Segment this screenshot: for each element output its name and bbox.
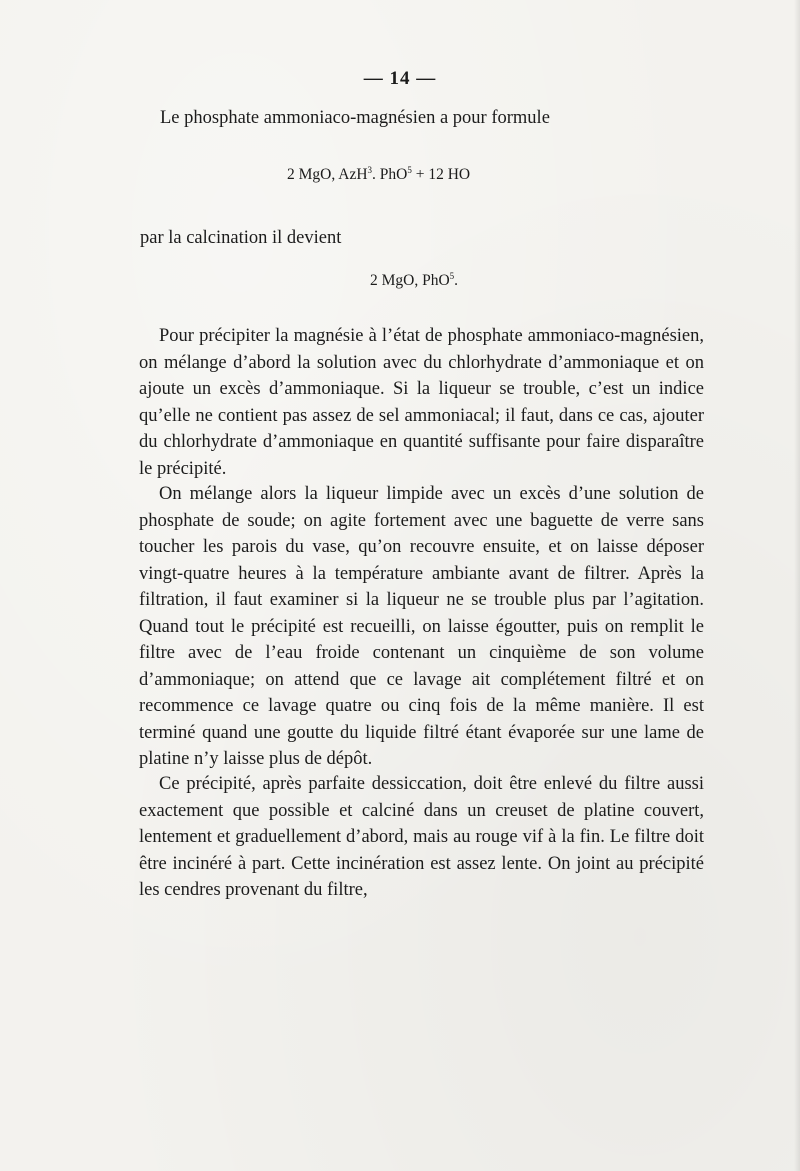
page-number: — 14 — bbox=[363, 68, 437, 89]
formula-hydrated-ph-superscript: 5 bbox=[407, 164, 412, 175]
formula-calcined-prefix: 2 MgO, PhO bbox=[370, 272, 450, 289]
paragraph-calcination: Ce précipité, après parfaite dessiccation, doit être enlevé du filtre aussi exactement que possible et calciné dans un creuset de platine couvert, lentement et graduellement d’abord, mais au rouge vif à la fin. Le filtre doit être incinéré à part. Cette incinération est assez lente. On joint au précipité les cendres provenant du filtre, bbox=[139, 774, 704, 900]
formula-hydrated bbox=[287, 166, 470, 184]
intro-line: Le phosphate ammoniaco-magnésien a pour formule bbox=[160, 108, 550, 128]
formula-hydrated-mid: . PhO bbox=[372, 166, 408, 183]
formula-hydrated-az-superscript: 3 bbox=[367, 164, 373, 175]
formula-calcined bbox=[370, 272, 458, 290]
formula-calcined-ph-superscript: 5 bbox=[449, 270, 455, 281]
paragraph-filtration: On mélange alors la liqueur limpide avec un excès d’une solution de phosphate de soude; on agite fortement avec une baguette de verre sans toucher les parois du vase, qu’on recouvre ensuite, et on laisse déposer vingt-quatre heures à la température ambiante avant de filtrer. Après la filtration, il faut examiner si la liqueur ne se trouble plus par l’agitation. Quand tout le précipité est recueilli, on laisse égoutter, puis on remplit le filtre avec de l’eau froide contenant un cinquième de son volume d’ammoniaque; on attend que ce lavage ait complétement filtré et on recommence ce lavage quatre ou cinq fois de la même manière. Il est terminé quand une goutte du liquide filtré étant évaporée sur une lame de platine n’y laisse plus de dépôt. bbox=[139, 484, 704, 769]
formula-hydrated-suffix: + 12 HO bbox=[411, 166, 471, 183]
paragraph-precipitation: Pour précipiter la magnésie à l’état de phosphate ammoniaco-magnésien, on mélange d’abord la solution avec du chlorhydrate d’ammoniaque et on ajoute un excès d’ammoniaque. Si la liqueur se trouble, c’est un indice qu’elle ne contient pas assez de sel ammoniacal; il faut, dans ce cas, ajouter du chlorhydrate d’ammoniaque en quantité suffisante pour faire disparaître le précipité. bbox=[139, 326, 704, 479]
formula-hydrated-prefix: 2 MgO, AzH bbox=[287, 166, 368, 183]
formula-calcined-suffix: . bbox=[454, 272, 459, 289]
page-edge-shadow bbox=[794, 0, 800, 1171]
calcination-line: par la calcination il devient bbox=[140, 228, 342, 248]
